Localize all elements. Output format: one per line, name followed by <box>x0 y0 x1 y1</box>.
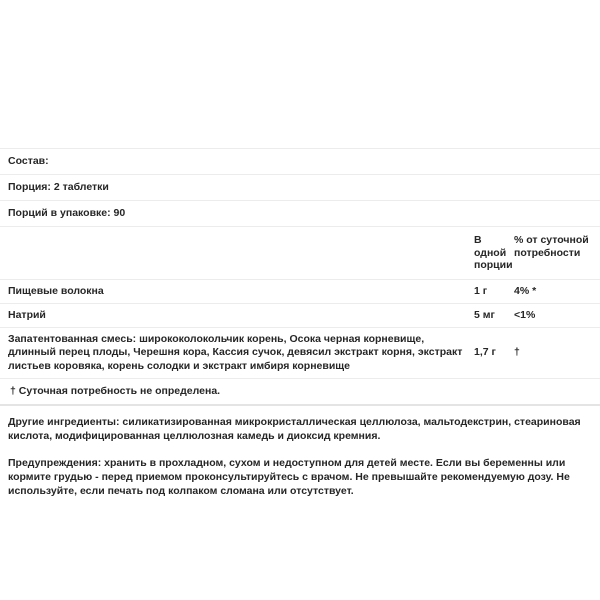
nutrient-daily-value: <1% <box>514 308 536 321</box>
nutrient-name: Натрий <box>8 308 46 321</box>
table-row <box>0 279 600 303</box>
nutrient-daily-value: 4% * <box>514 284 537 297</box>
warnings-paragraph: Предупреждения: хранить в прохладном, сухом и недоступном для детей месте. Если вы беременны или кормите грудью - перед приемом проконсультируйтесь с врачом. Не превышайте рекомендуемую дозу. Не используйте, если печать под колпаком сломана или отсутствует. <box>8 457 570 497</box>
proprietary-blend-daily-value: † <box>514 346 520 358</box>
nutrient-name: Пищевые волокна <box>8 284 104 297</box>
supplement-facts-panel <box>0 148 600 507</box>
nutrient-amount: 1 г <box>474 284 488 297</box>
other-ingredients-paragraph: Другие ингредиенты: силикатизированная микрокристаллическая целлюлоза, мальтодекстрин, стеариновая кислота, модифицированная целлюлозная камедь и диоксид кремния. <box>0 404 600 452</box>
table-row <box>0 303 600 327</box>
servings-per-container-row: Порций в упаковке: 90 <box>0 200 600 226</box>
table-row <box>0 327 600 379</box>
proprietary-blend-name: Запатентованная смесь: ширококолокольчик корень, Осока черная корневище, длинный перец плоды, Черешня кора, Кассия сучок, девясил экстракт корня, экстракт листьев коровяка, корень солодки и экстракт имбиря корневище <box>8 332 463 372</box>
proprietary-blend-amount: 1,7 г <box>474 346 496 358</box>
column-header-amount-per-serving: В одной порции <box>474 234 513 271</box>
serving-size-row: Порция: 2 таблетки <box>0 174 600 200</box>
supplement-facts-title: Состав: <box>0 148 600 174</box>
column-header-percent-daily-value: % от суточной потребности <box>514 234 589 259</box>
nutrient-amount: 5 мг <box>474 308 495 321</box>
nutrient-table-header <box>0 226 600 279</box>
daily-value-footnote: † Суточная потребность не определена. <box>0 378 600 404</box>
